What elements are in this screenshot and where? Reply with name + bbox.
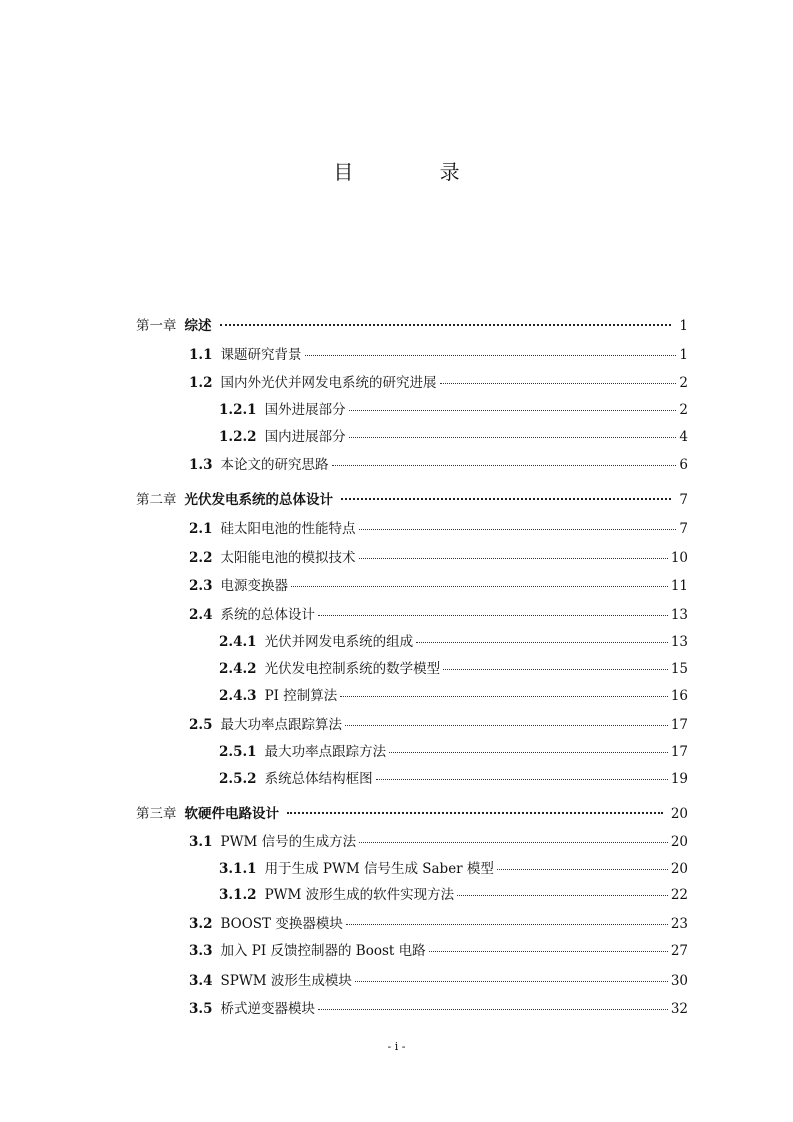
toc-section-row[interactable] [189, 941, 688, 961]
entry-title: PWM 波形生成的软件实现方法 [264, 887, 455, 903]
dot-leader [340, 695, 668, 697]
toc-section-row[interactable] [189, 971, 688, 991]
dot-leader [443, 668, 668, 670]
entry-title: 用于生成 PWM 信号生成 Saber 模型 [264, 861, 494, 877]
toc-chapter-row[interactable] [136, 316, 688, 336]
page-ref: 2 [679, 402, 688, 418]
section-number: 3.1.1 [219, 861, 257, 877]
section-number: 2.4.1 [219, 634, 257, 650]
section-number: 2.4.3 [219, 688, 257, 704]
dot-leader [359, 557, 668, 559]
page-ref: 22 [670, 887, 688, 903]
toc-subsection-row[interactable] [219, 859, 688, 879]
toc-chapter-row[interactable] [136, 490, 688, 510]
chapter-number: 第一章 [136, 318, 177, 334]
toc-section-row[interactable] [189, 519, 688, 539]
page-ref: 6 [679, 457, 688, 473]
toc-section-row[interactable] [189, 832, 688, 852]
dot-leader [305, 354, 677, 356]
dot-leader [349, 436, 677, 438]
chapter-number: 第三章 [136, 806, 177, 822]
dot-leader [355, 980, 668, 982]
section-number: 1.2.2 [219, 429, 257, 445]
entry-title: 课题研究背景 [220, 347, 302, 363]
entry-title: 电源变换器 [220, 578, 288, 594]
entry-title: 光伏发电系统的总体设计 [184, 492, 333, 508]
entry-title: 光伏并网发电系统的组成 [264, 634, 414, 650]
toc-section-row[interactable] [189, 455, 688, 475]
entry-title: BOOST 变换器模块 [220, 916, 343, 932]
toc-section-row[interactable] [189, 576, 688, 596]
section-number: 2.5.2 [219, 771, 257, 787]
page-ref: 20 [670, 834, 688, 850]
section-number: 1.2 [189, 375, 213, 391]
toc-section-row[interactable] [189, 373, 688, 393]
entry-title: 国内进展部分 [264, 429, 346, 445]
page-number: - i - [387, 1040, 406, 1053]
dot-leader [345, 724, 668, 726]
dot-leader [346, 923, 668, 925]
entry-title: 硅太阳电池的性能特点 [220, 521, 356, 537]
page-ref: 23 [670, 916, 688, 932]
chapter-number: 第二章 [136, 492, 177, 508]
section-number: 3.5 [189, 1001, 213, 1017]
dot-leader [318, 614, 668, 616]
page-ref: 17 [670, 744, 688, 760]
page-ref: 30 [670, 973, 688, 989]
dot-leader [359, 841, 668, 843]
toc-subsection-row[interactable] [219, 742, 688, 762]
section-number: 1.1 [189, 347, 213, 363]
toc-section-row[interactable] [189, 548, 688, 568]
section-number: 3.2 [189, 916, 213, 932]
section-number: 3.4 [189, 973, 213, 989]
dot-leader [291, 585, 668, 587]
dot-leader [376, 778, 668, 780]
section-number: 2.4.2 [219, 661, 257, 677]
dot-leader [349, 409, 677, 411]
entry-title: 加入 PI 反馈控制器的 Boost 电路 [220, 943, 426, 959]
toc-subsection-row[interactable] [219, 427, 688, 447]
toc-chapter-row[interactable] [136, 804, 688, 824]
page-ref: 20 [670, 806, 688, 822]
dot-leader [457, 894, 668, 896]
page-ref: 1 [679, 347, 688, 363]
section-number: 1.3 [189, 457, 213, 473]
page-ref: 2 [679, 375, 688, 391]
toc-title: 目 录 [333, 160, 500, 184]
entry-title: PWM 信号的生成方法 [220, 834, 357, 850]
entry-title: 综述 [184, 318, 212, 334]
entry-title: 软硬件电路设计 [184, 806, 279, 822]
page-ref: 13 [670, 607, 688, 623]
toc-section-row[interactable] [189, 999, 688, 1019]
entry-title: 本论文的研究思路 [220, 457, 329, 473]
entry-title: 桥式逆变器模块 [220, 1001, 315, 1017]
toc-section-row[interactable] [189, 345, 688, 365]
section-number: 2.5.1 [219, 744, 257, 760]
page-ref: 20 [670, 861, 688, 877]
page-ref: 13 [670, 634, 688, 650]
dot-leader [220, 323, 672, 326]
dot-leader [318, 1008, 668, 1010]
entry-title: 最大功率点跟踪方法 [264, 744, 387, 760]
section-number: 2.4 [189, 607, 213, 623]
toc-subsection-row[interactable] [219, 400, 688, 420]
page-ref: 27 [670, 943, 688, 959]
toc-section-row[interactable] [189, 914, 688, 934]
toc-subsection-row[interactable] [219, 632, 688, 652]
page-ref: 17 [670, 717, 688, 733]
page-ref: 19 [670, 771, 688, 787]
toc-subsection-row[interactable] [219, 686, 688, 706]
section-number: 3.1 [189, 834, 213, 850]
section-number: 2.2 [189, 550, 213, 566]
page-ref: 32 [670, 1001, 688, 1017]
section-number: 2.1 [189, 521, 213, 537]
toc-section-row[interactable] [189, 715, 688, 735]
entry-title: 国内外光伏并网发电系统的研究进展 [220, 375, 437, 391]
page-ref: 16 [670, 688, 688, 704]
entry-title: PI 控制算法 [264, 688, 338, 704]
dot-leader [332, 464, 677, 466]
dot-leader [440, 382, 677, 384]
entry-title: SPWM 波形生成模块 [220, 973, 352, 989]
section-number: 3.3 [189, 943, 213, 959]
toc-section-row[interactable] [189, 605, 688, 625]
section-number: 2.3 [189, 578, 213, 594]
dot-leader [416, 641, 668, 643]
dot-leader [389, 751, 668, 753]
dot-leader [341, 497, 671, 500]
page-ref: 11 [670, 578, 688, 594]
entry-title: 太阳能电池的模拟技术 [220, 550, 356, 566]
page-ref: 7 [679, 521, 688, 537]
section-number: 3.1.2 [219, 887, 257, 903]
page-ref: 10 [670, 550, 688, 566]
entry-title: 系统的总体设计 [220, 607, 315, 623]
page-ref: 1 [679, 318, 688, 334]
entry-title: 系统总体结构框图 [264, 771, 373, 787]
entry-title: 光伏发电控制系统的数学模型 [264, 661, 441, 677]
page-ref: 15 [670, 661, 688, 677]
toc-subsection-row[interactable] [219, 885, 688, 905]
page-ref: 7 [679, 492, 688, 508]
page-ref: 4 [679, 429, 688, 445]
dot-leader [497, 868, 668, 870]
section-number: 2.5 [189, 717, 213, 733]
entry-title: 国外进展部分 [264, 402, 346, 418]
toc-subsection-row[interactable] [219, 769, 688, 789]
dot-leader [429, 950, 668, 952]
dot-leader [287, 811, 663, 814]
toc-subsection-row[interactable] [219, 659, 688, 679]
section-number: 1.2.1 [219, 402, 257, 418]
entry-title: 最大功率点跟踪算法 [220, 717, 342, 733]
dot-leader [359, 528, 677, 530]
